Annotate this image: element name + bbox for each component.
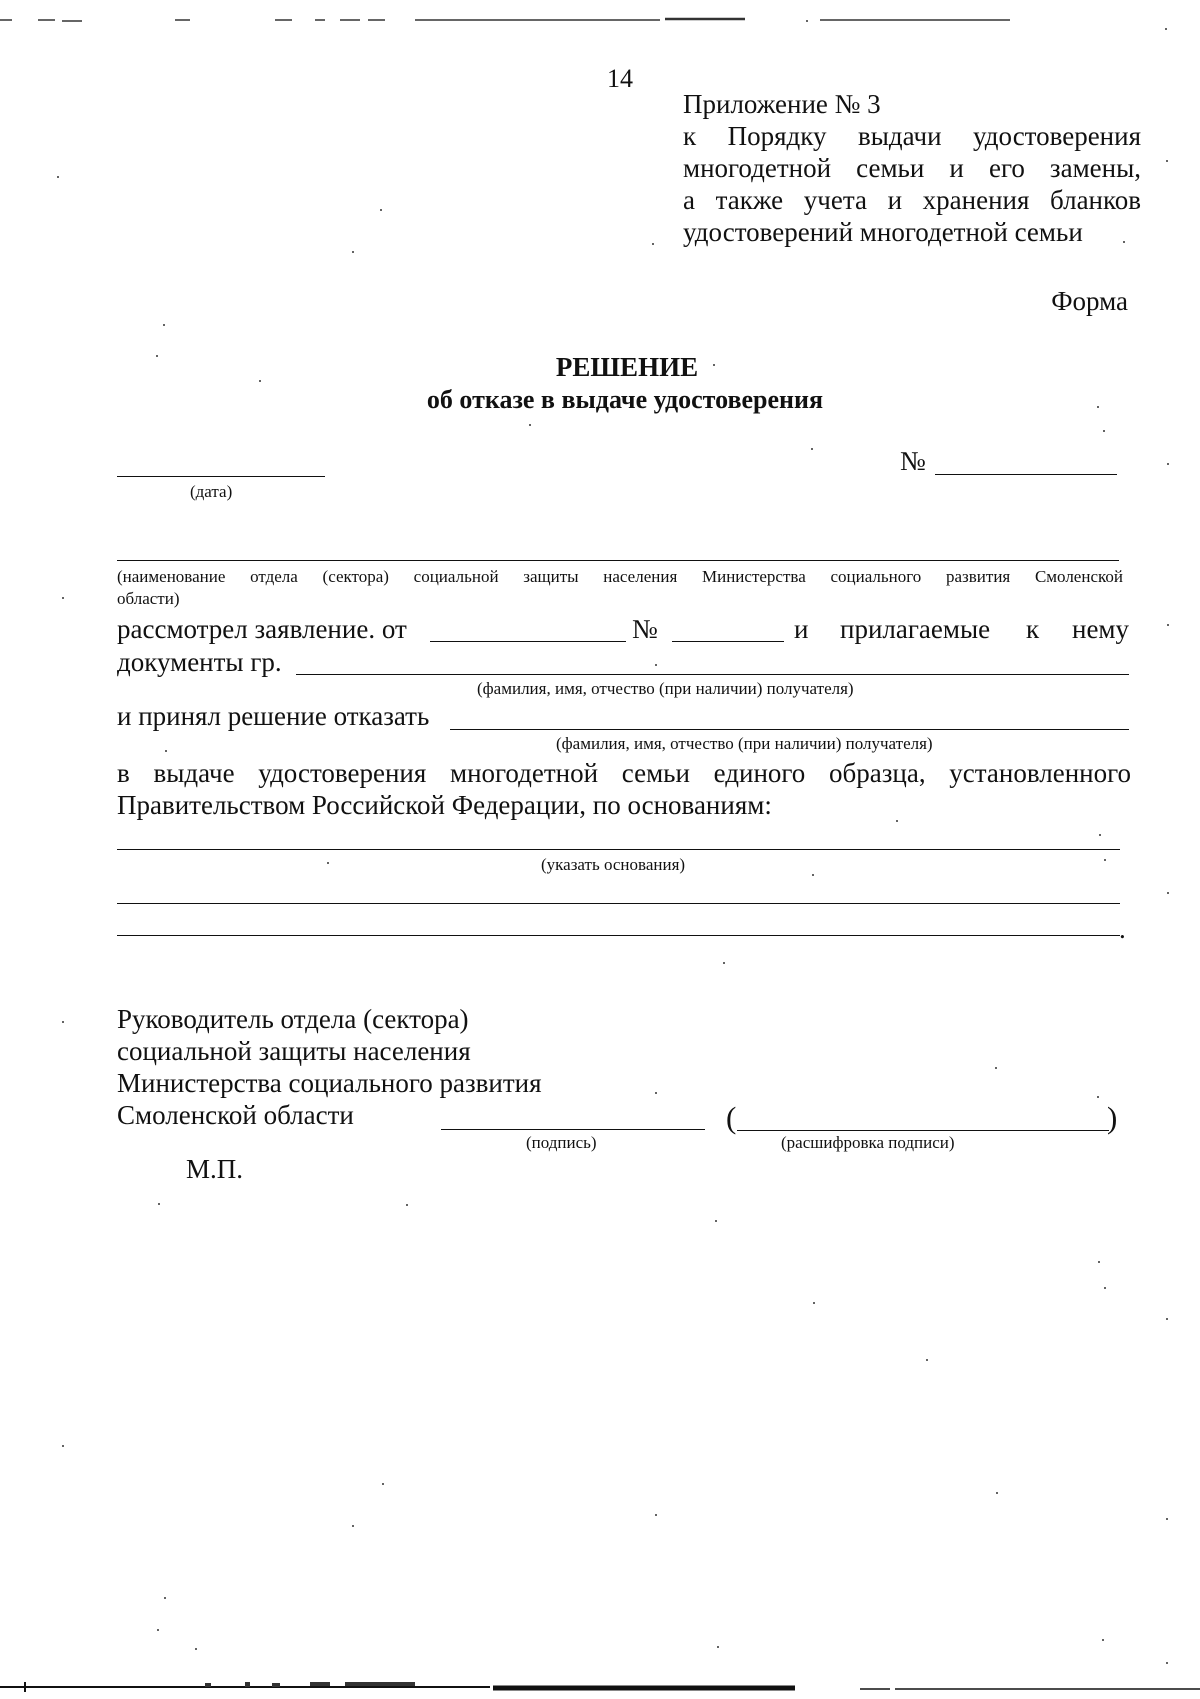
position-line-3: Министерства социального развития (117, 1068, 542, 1098)
decode-open-paren: ( (726, 1100, 737, 1135)
bottom-scan-edge (0, 1680, 1200, 1694)
department-caption-1: (наименование отдела (сектора) социальной защиты населения Министерства социального развития Смоленской (117, 567, 1123, 586)
word-to: к (1026, 614, 1040, 644)
word-attached: прилагаемые (840, 614, 991, 644)
grounds-line-3 (117, 935, 1120, 936)
page-number: 14 (607, 64, 633, 93)
appendix-line-2: многодетной семьи и его замены, (683, 153, 1141, 183)
documents-label: документы гр. (117, 647, 282, 677)
recipient-name-line (450, 729, 1129, 730)
grounds-line-2 (117, 903, 1120, 904)
decode-caption: (расшифровка подписи) (781, 1133, 955, 1152)
applicant-name-line (296, 674, 1129, 675)
word-it: нему (1072, 614, 1130, 644)
grounds-caption: (указать основания) (541, 855, 686, 874)
decision-number-sign: № (900, 446, 926, 476)
appendix-title: Приложение № 3 (683, 89, 881, 119)
decision-label: и принял решение отказать (117, 701, 430, 731)
stamp-label: М.П. (186, 1154, 244, 1184)
refusal-line-1: в выдаче удостоверения многодетной семьи единого образца, установленного (117, 758, 1131, 788)
signature-caption: (подпись) (526, 1133, 597, 1152)
document-title: РЕШЕНИЕ (555, 352, 699, 382)
department-caption-2: области) (117, 589, 180, 608)
reviewed-prefix: рассмотрел заявление. от (117, 614, 407, 644)
signature-line (441, 1129, 705, 1130)
date-caption: (дата) (190, 482, 233, 501)
date-line (117, 476, 325, 477)
application-date-line (430, 641, 626, 642)
department-line (117, 560, 1119, 561)
recipient-name-caption: (фамилия, имя, отчество (при наличии) получателя) (556, 734, 933, 753)
appendix-line-4: удостоверений многодетной семьи (683, 217, 1083, 247)
appendix-line-1: к Порядку выдачи удостоверения (683, 121, 1141, 151)
application-number-line (672, 641, 784, 642)
application-number-sign: № (632, 614, 658, 644)
appendix-block (683, 88, 1141, 248)
position-line-1: Руководитель отдела (сектора) (117, 1004, 469, 1034)
word-and: и (794, 614, 809, 644)
decode-line (737, 1130, 1109, 1131)
position-line-2: социальной защиты населения (117, 1036, 471, 1066)
document-subtitle: об отказе в выдаче удостоверения (426, 385, 824, 414)
top-scan-edge (0, 10, 1200, 16)
refusal-line-2: Правительством Российской Федерации, по основаниям: (117, 790, 772, 820)
form-label: Форма (1051, 286, 1128, 316)
applicant-name-caption: (фамилия, имя, отчество (при наличии) получателя) (477, 679, 854, 698)
grounds-line-1 (117, 849, 1120, 850)
position-line-4: Смоленской области (117, 1100, 354, 1130)
grounds-final-period: . (1119, 914, 1126, 944)
decode-close-paren: ) (1107, 1100, 1118, 1135)
appendix-line-3: а также учета и хранения бланков (683, 185, 1141, 215)
decision-number-line (935, 474, 1117, 475)
